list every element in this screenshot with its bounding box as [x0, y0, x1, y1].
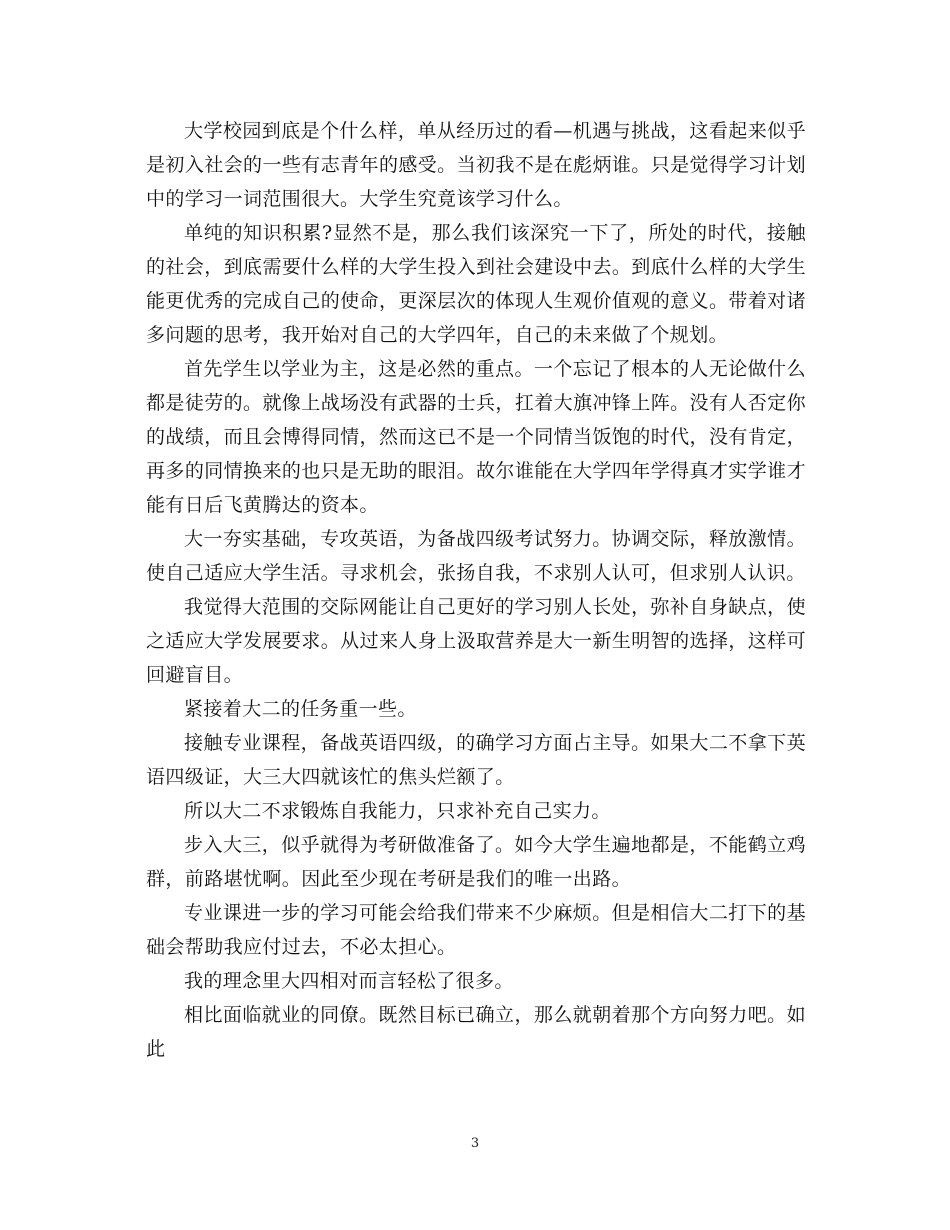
paragraph: 首先学生以学业为主，这是必然的重点。一个忘记了根本的人无论做什么都是徒劳的。就像上战场没有武器的士兵，扛着大旗冲锋上阵。没有人否定你的战绩，而且会博得同情，然而这已不是一个同情当饭饱的时代，没有肯定，再多的同情换来的也只是无助的眼泪。故尔谁能在大学四年学得真才实学谁才能有日后飞黄腾达的资本。 [146, 358, 806, 516]
paragraph: 大一夯实基础，专攻英语，为备战四级考试努力。协调交际，释放激情。使自己适应大学生活。寻求机会，张扬自我，不求别人认可，但求别人认识。 [146, 528, 806, 584]
paragraph: 所以大二不求锻炼自我能力，只求补充自己实力。 [184, 800, 611, 822]
paragraph: 大学校园到底是个什么样，单从经历过的看—机遇与挑战，这看起来似乎是初入社会的一些有志青年的感受。当初我不是在彪炳谁。只是觉得学习计划中的学习一词范围很大。大学生究竟该学习什么。 [146, 120, 806, 210]
paragraph: 紧接着大二的任务重一些。 [184, 698, 417, 720]
paragraph: 步入大三，似乎就得为考研做准备了。如今大学生遍地都是，不能鹤立鸡群，前路堪忧啊。因此至少现在考研是我们的唯一出路。 [146, 834, 806, 890]
paragraph: 单纯的知识积累?显然不是，那么我们该深究一下了，所处的时代，接触的社会，到底需要什么样的大学生投入到社会建设中去。到底什么样的大学生能更优秀的完成自己的使命，更深层次的体现人生观价值观的意义。带着对诸多问题的思考，我开始对自己的大学四年，自己的未来做了个规划。 [146, 222, 806, 346]
body-text [146, 114, 806, 1066]
paragraph: 接触专业课程，备战英语四级，的确学习方面占主导。如果大二不拿下英语四级证，大三大四就该忙的焦头烂额了。 [146, 732, 806, 788]
page-number: 3 [470, 1136, 480, 1151]
paragraph: 我的理念里大四相对而言轻松了很多。 [184, 970, 514, 992]
paragraph: 我觉得大范围的交际网能让自己更好的学习别人长处，弥补自身缺点，使之适应大学发展要求。从过来人身上汲取营养是大一新生明智的选择，这样可回避盲目。 [146, 596, 806, 686]
paragraph: 专业课进一步的学习可能会给我们带来不少麻烦。但是相信大二打下的基础会帮助我应付过去，不必太担心。 [146, 902, 806, 958]
paragraph: 相比面临就业的同僚。既然目标已确立，那么就朝着那个方向努力吧。如此 [146, 1004, 806, 1060]
